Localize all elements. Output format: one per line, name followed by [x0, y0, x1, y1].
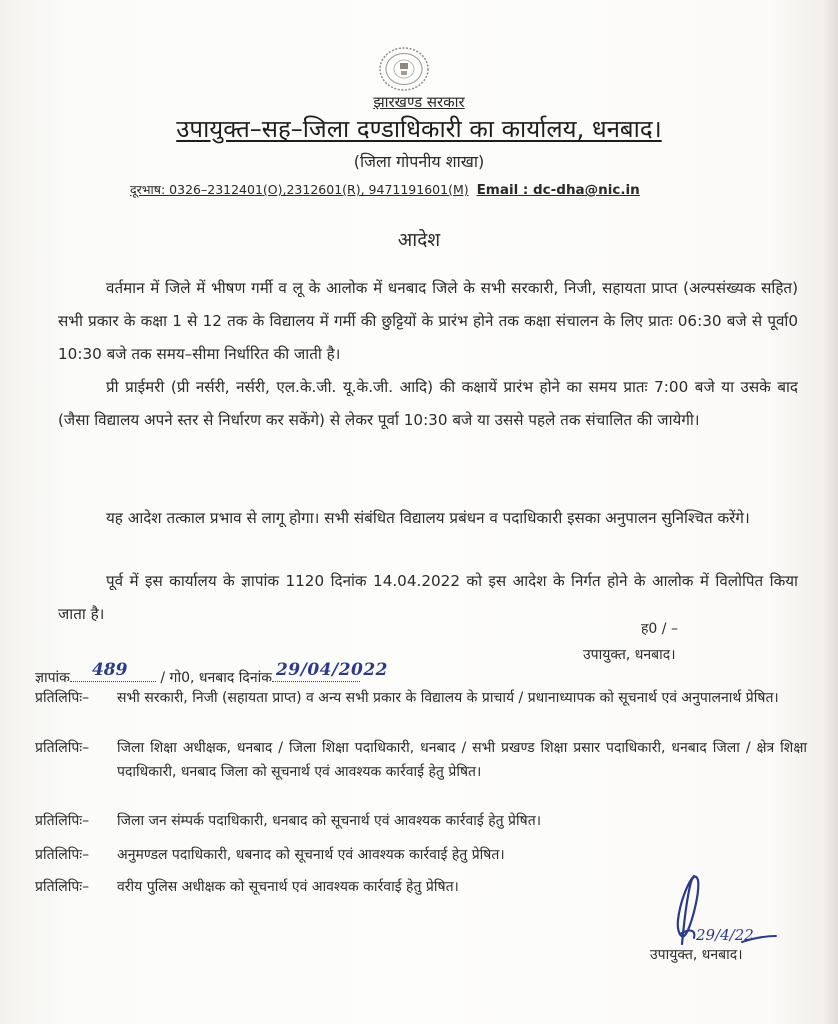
- order-paragraph: वर्तमान में जिले में भीषण गर्मी व लू के आलोक में धनबाद जिले के सभी सरकारी, निजी, सहायता प्राप्त (अल्पसंख्यक सहित) सभी प्रकार के कक्षा 1 से 12 तक के विद्यालय में गर्मी की छुट्टियों के प्रारंभ होने तक कक्षा संचालन के लिए प्रातः 06:30 बजे से पूर्वा0 10:30 बजे तक समय–सीमा निर्धारित की जाती है।: [58, 279, 798, 363]
- signed-mark: ह0 / –: [641, 621, 678, 637]
- contact-phone: दूरभाष: 0326–2312401(O),2312601(R), 9471191601(M): [130, 182, 469, 197]
- office-title: उपायुक्त–सह–जिला दण्डाधिकारी का कार्यालय, धनबाद।: [176, 115, 662, 143]
- order-paragraph: पूर्व में इस कार्यालय के ज्ञापांक 1120 दिनांक 14.04.2022 को इस आदेश के निर्गत होने के आलोक में विलोपित किया जाता है।: [58, 572, 798, 623]
- copy-label: प्रतिलिपिः–: [35, 690, 90, 706]
- memo-label: ज्ञापांक: [35, 670, 70, 686]
- government-name: झारखण्ड सरकार: [373, 93, 465, 111]
- memo-reference-line: [35, 660, 389, 687]
- memo-number: 489: [91, 660, 128, 680]
- copy-label: प्रतिलिपिः–: [35, 740, 90, 756]
- memo-suffix: / गो0, धनबाद दिनांक: [160, 670, 272, 686]
- copy-to-item: [35, 686, 815, 710]
- order-paragraph: प्री प्राईमरी (प्री नर्सरी, नर्सरी, एल.के.जी. यू.के.जी. आदि) की कक्षायें प्रारंभ होने का समय प्रातः 7:00 बजे या उसके बाद (जैसा विद्यालय अपने स्तर से निर्धारण कर सकेंगे) से लेकर पूर्वा 10:30 बजे या उससे पहले तक संचालित की जायेगी।: [58, 378, 798, 429]
- copy-text: जिला जन संम्पर्क पदाधिकारी, धनबाद को सूचनार्थ एवं आवश्यक कार्रवाई हेतु प्रेषित।: [117, 813, 542, 829]
- jharkhand-state-emblem-icon: [375, 44, 433, 94]
- contact-email: Email : dc-dha@nic.in: [476, 182, 640, 198]
- order-paragraph: यह आदेश तत्काल प्रभाव से लागू होगा। सभी संबंधित विद्यालय प्रबंधन व पदाधिकारी इसका अनुपालन सुनिश्चित करेंगे।: [106, 509, 750, 527]
- copy-text: सभी सरकारी, निजी (सहायता प्राप्त) व अन्य सभी प्रकार के विद्यालय के प्राचार्य / प्रधानाध्यापक को सूचनार्थ एवं अनुपालनार्थ प्रेषित।: [117, 690, 779, 706]
- memo-date-field: [272, 660, 389, 682]
- copy-to-item: [35, 809, 815, 833]
- copy-to-item: [35, 736, 815, 784]
- order-title: आदेश: [397, 229, 441, 251]
- memo-date: 29/04/2022: [275, 660, 389, 680]
- final-signatory-designation: उपायुक्त, धनबाद।: [650, 947, 743, 963]
- contact-line: [130, 181, 690, 198]
- handwritten-signature: [650, 872, 780, 952]
- copy-text: वरीय पुलिस अधीक्षक को सूचनार्थ एवं आवश्यक कार्रवाई हेतु प्रेषित।: [117, 879, 459, 895]
- copy-label: प्रतिलिपिः–: [35, 813, 90, 829]
- copy-to-item: [35, 843, 815, 867]
- signature-date: 29/4/22: [696, 926, 754, 944]
- signatory-designation: उपायुक्त, धनबाद।: [583, 647, 676, 663]
- copy-text: जिला शिक्षा अधीक्षक, धनबाद / जिला शिक्षा पदाधिकारी, धनबाद / सभी प्रखण्ड शिक्षा प्रसार पदाधिकारी, धनबाद जिला / क्षेत्र शिक्षा पदाधिकारी, धनबाद जिला को सूचनार्थ एवं आवश्यक कार्रवाई हेतु प्रेषित।: [117, 740, 807, 780]
- copy-label: प्रतिलिपिः–: [35, 879, 90, 895]
- copy-label: प्रतिलिपिः–: [35, 847, 90, 863]
- memo-number-field: [70, 660, 156, 682]
- branch-name: (जिला गोपनीय शाखा): [353, 152, 485, 171]
- copy-text: अनुमण्डल पदाधिकारी, धबनाद को सूचनार्थ एवं आवश्यक कार्रवाई हेतु प्रेषित।: [117, 847, 505, 863]
